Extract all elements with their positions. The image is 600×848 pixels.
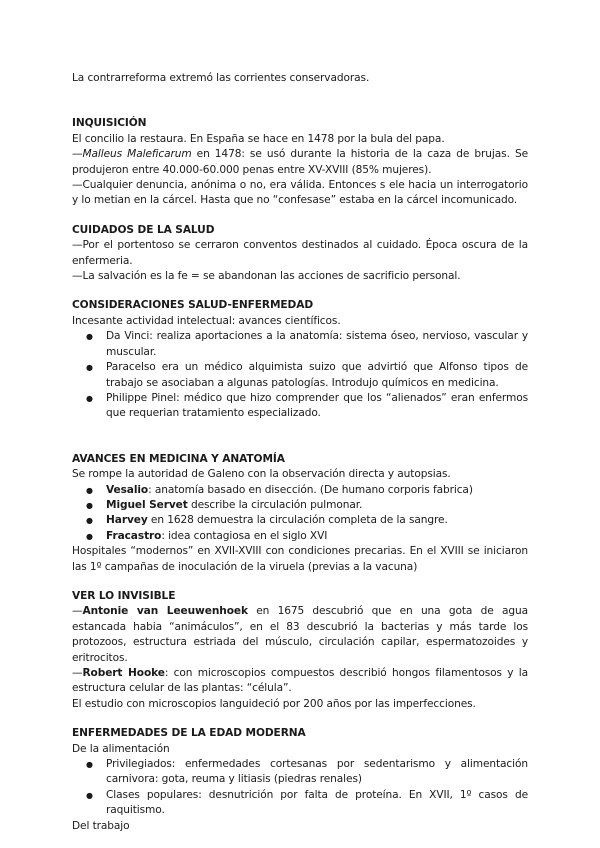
enfermedades-intro: De la alimentación xyxy=(72,742,170,755)
heading-inquisicion: INQUISICIÓN xyxy=(72,117,147,130)
list-item-text: : anatomía basado en disección. (De humano corporis fabrica) xyxy=(148,483,473,496)
heading-cuidados: CUIDADOS DE LA SALUD xyxy=(72,223,215,236)
inquisicion-line3: —Cualquier denuncia, anónima o no, era válida. Entonces s ele hacia un interrogatorio y lo metian en la cárcel. Hasta que no “confesase” estaba en la cárcel incomunicado. xyxy=(72,179,528,207)
avances-outro: Hospitales “modernos” en XVII-XVIII con condiciones precarias. En el XVIII se iniciaron las 1º campañas de inoculación de la viruela (previas a la vacuna) xyxy=(72,545,528,573)
inquisicion-line2-text: en 1478: se usó durante la historia de la caza de brujas. Se produjeron entre 40.000-60.000 penas entre XV-XVIII (85% mujeres). xyxy=(72,148,528,176)
section-cuidados xyxy=(72,223,528,285)
list-item: ● Da Vinci: realiza aportaciones a la anatomía: sistema óseo, nervioso, vascular y muscular. xyxy=(72,329,528,360)
consideraciones-list xyxy=(72,329,528,421)
invisible-p3: El estudio con microscopios languideció por 200 años por las imperfecciones. xyxy=(72,697,476,710)
avances-intro: Se rompe la autoridad de Galeno con la observación directa y autopsias. xyxy=(72,468,451,481)
avances-list xyxy=(72,483,528,545)
person-name: Fracastro xyxy=(106,529,162,542)
person-name: Vesalio xyxy=(106,483,149,496)
consideraciones-intro: Incesante actividad intelectual: avances científicos. xyxy=(72,314,341,327)
section-inquisicion xyxy=(72,116,528,208)
book-title: Malleus Maleficarum xyxy=(82,148,192,161)
list-item: ● Privilegiados: enfermedades cortesanas por sedentarismo y alimentación carnivora: gota, reuma y litiasis (piedras renales) xyxy=(72,757,528,788)
cuidados-line2: —La salvación es la fe = se abandonan las acciones de sacrificio personal. xyxy=(72,270,461,283)
section-invisible xyxy=(72,589,528,712)
invisible-p1 xyxy=(72,604,528,666)
heading-consideraciones: CONSIDERACIONES SALUD-ENFERMEDAD xyxy=(72,299,314,312)
enfermedades-outro: Del trabajo xyxy=(72,819,130,832)
list-item-text: en 1628 demuestra la circulación completa de la sangre. xyxy=(147,514,448,527)
list-item xyxy=(72,513,528,528)
list-item-text: describe la circulación pulmonar. xyxy=(187,498,363,511)
list-item: ● Philippe Pinel: médico que hizo comprender que los “alienados” eran enfermos que requerian tratamiento especializado. xyxy=(72,391,528,422)
heading-avances: AVANCES EN MEDICINA Y ANATOMÍA xyxy=(72,452,285,465)
heading-invisible: VER LO INVISIBLE xyxy=(72,589,176,602)
dash: — xyxy=(72,605,83,618)
inquisicion-line2 xyxy=(72,147,528,178)
intro-text: La contrarreforma extremó las corrientes conservadoras. xyxy=(72,72,370,84)
invisible-p2 xyxy=(72,666,528,697)
invisible-p1-text: en 1675 descubrió que en una gota de agua estancada habia “animáculos”, en el 83 descubrió la bacterias y más tarde los protozoos, estructura estriada del músculo, circulación capilar, espermatozoides y eritrocitos. xyxy=(72,605,528,664)
person-name: Robert Hooke xyxy=(82,667,165,679)
heading-enfermedades: ENFERMEDADES DE LA EDAD MODERNA xyxy=(72,727,306,740)
section-enfermedades xyxy=(72,726,528,834)
list-item: ● Clases populares: desnutrición por falta de proteína. En XVII, 1º casos de raquitismo. xyxy=(72,788,528,819)
invisible-p2-text: : con microscopios compuestos describió hongos filamentosos y la estructura celular de las plantas: “célula”. xyxy=(72,667,528,695)
section-consideraciones xyxy=(72,298,528,421)
person-name: Harvey xyxy=(106,514,148,527)
list-item xyxy=(72,498,528,513)
dash: — xyxy=(72,667,83,679)
cuidados-line1: —Por el portentoso se cerraron conventos destinados al cuidado. Época oscura de la enfermeria. xyxy=(72,239,528,267)
list-item-text: : idea contagiosa en el siglo XVI xyxy=(161,529,328,542)
section-avances xyxy=(72,452,528,575)
person-name: Antonie van Leeuwenhoek xyxy=(82,605,248,618)
enfermedades-list xyxy=(72,757,528,819)
list-item xyxy=(72,529,528,544)
list-item xyxy=(72,483,528,498)
person-name: Miguel Servet xyxy=(106,498,188,511)
list-item: ● Paracelso era un médico alquimista suizo que advirtió que Alfonso tipos de trabajo se asociaban a algunas patologías. Introdujo químicos en medicina. xyxy=(72,360,528,391)
dash: — xyxy=(72,148,83,161)
inquisicion-line1: El concilio la restaura. En España se hace en 1478 por la bula del papa. xyxy=(72,132,445,145)
